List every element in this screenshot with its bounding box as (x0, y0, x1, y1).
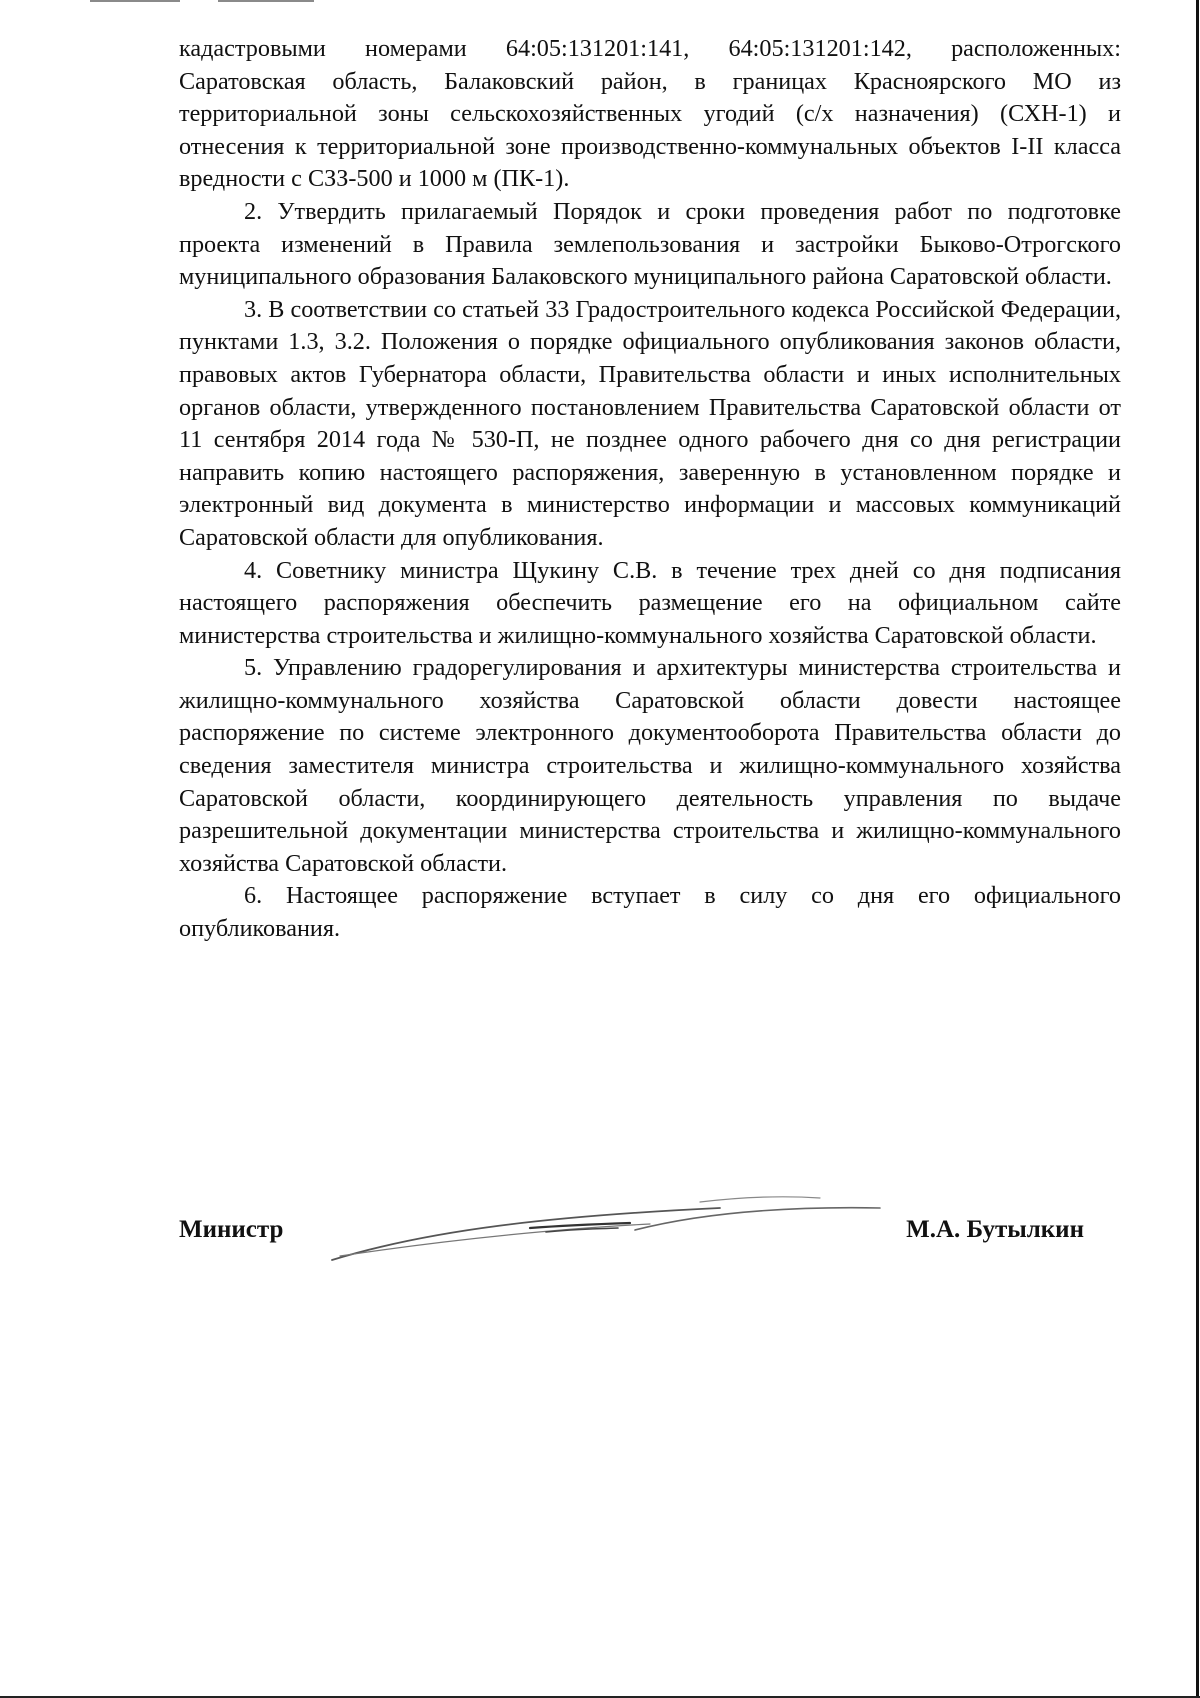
paragraph-item-5: 5. Управлению градорегулирования и архитектуры министерства строительства и жилищно-коммунального хозяйства Саратовской области довести настоящее распоряжение по системе электронного документооборота Правительства области до сведения заместителя министра строительства и жилищно-коммунального хозяйства Саратовской области, координирующего деятельность управления по выдаче разрешительной документации министерства строительства и жилищно-коммунального хозяйства Саратовской области. (179, 654, 1121, 877)
paragraph-item-4: 4. Советнику министра Щукину С.В. в течение трех дней со дня подписания настоящего распоряжения обеспечить размещение его на официальном сайте министерства строительства и жилищно-коммунального хозяйства Саратовской области. (179, 556, 1121, 649)
scan-edge-marks (70, 0, 330, 4)
signature-block (179, 1212, 1084, 1252)
paragraph-continuation: кадастровыми номерами 64:05:131201:141, 64:05:131201:142, расположенных: Саратовская область, Балаковский район, в границах Красноярского МО из территориальной зоны сельскохозяйственных угодий (с/х назначения) (СХН-1) и отнесения к территориальной зоне производственно-коммунальных объектов I-II класса вредности с СЗЗ-500 и 1000 м (ПК-1). (179, 35, 1121, 193)
signatory-name: М.А. Бутылкин (906, 1216, 1084, 1243)
paragraph-item-3: 3. В соответствии со статьей 33 Градостроительного кодекса Российской Федерации, пунктами 1.3, 3.2. Положения о порядке официального опубликования законов области, правовых актов Губернатора области, Правительства области и иных исполнительных органов области, утвержденного постановлением Правительства Саратовской области от 11 сентября 2014 года № 530-П, не позднее одного рабочего дня со дня регистрации направить копию настоящего распоряжения, заверенную в установленном порядке и электронный вид документа в министерство информации и массовых коммуникаций Саратовской области для опубликования. (179, 295, 1121, 551)
scan-right-edge (1196, 0, 1199, 1698)
paragraph-item-2: 2. Утвердить прилагаемый Порядок и сроки проведения работ по подготовке проекта изменений в Правила землепользования и застройки Быково-Отрогского муниципального образования Балаковского муниципального района Саратовской области. (179, 197, 1121, 291)
signatory-position: Министр (179, 1216, 284, 1243)
paragraph-item-6: 6. Настоящее распоряжение вступает в силу со дня его официального опубликования. (179, 882, 1121, 943)
document-body (179, 33, 1121, 946)
